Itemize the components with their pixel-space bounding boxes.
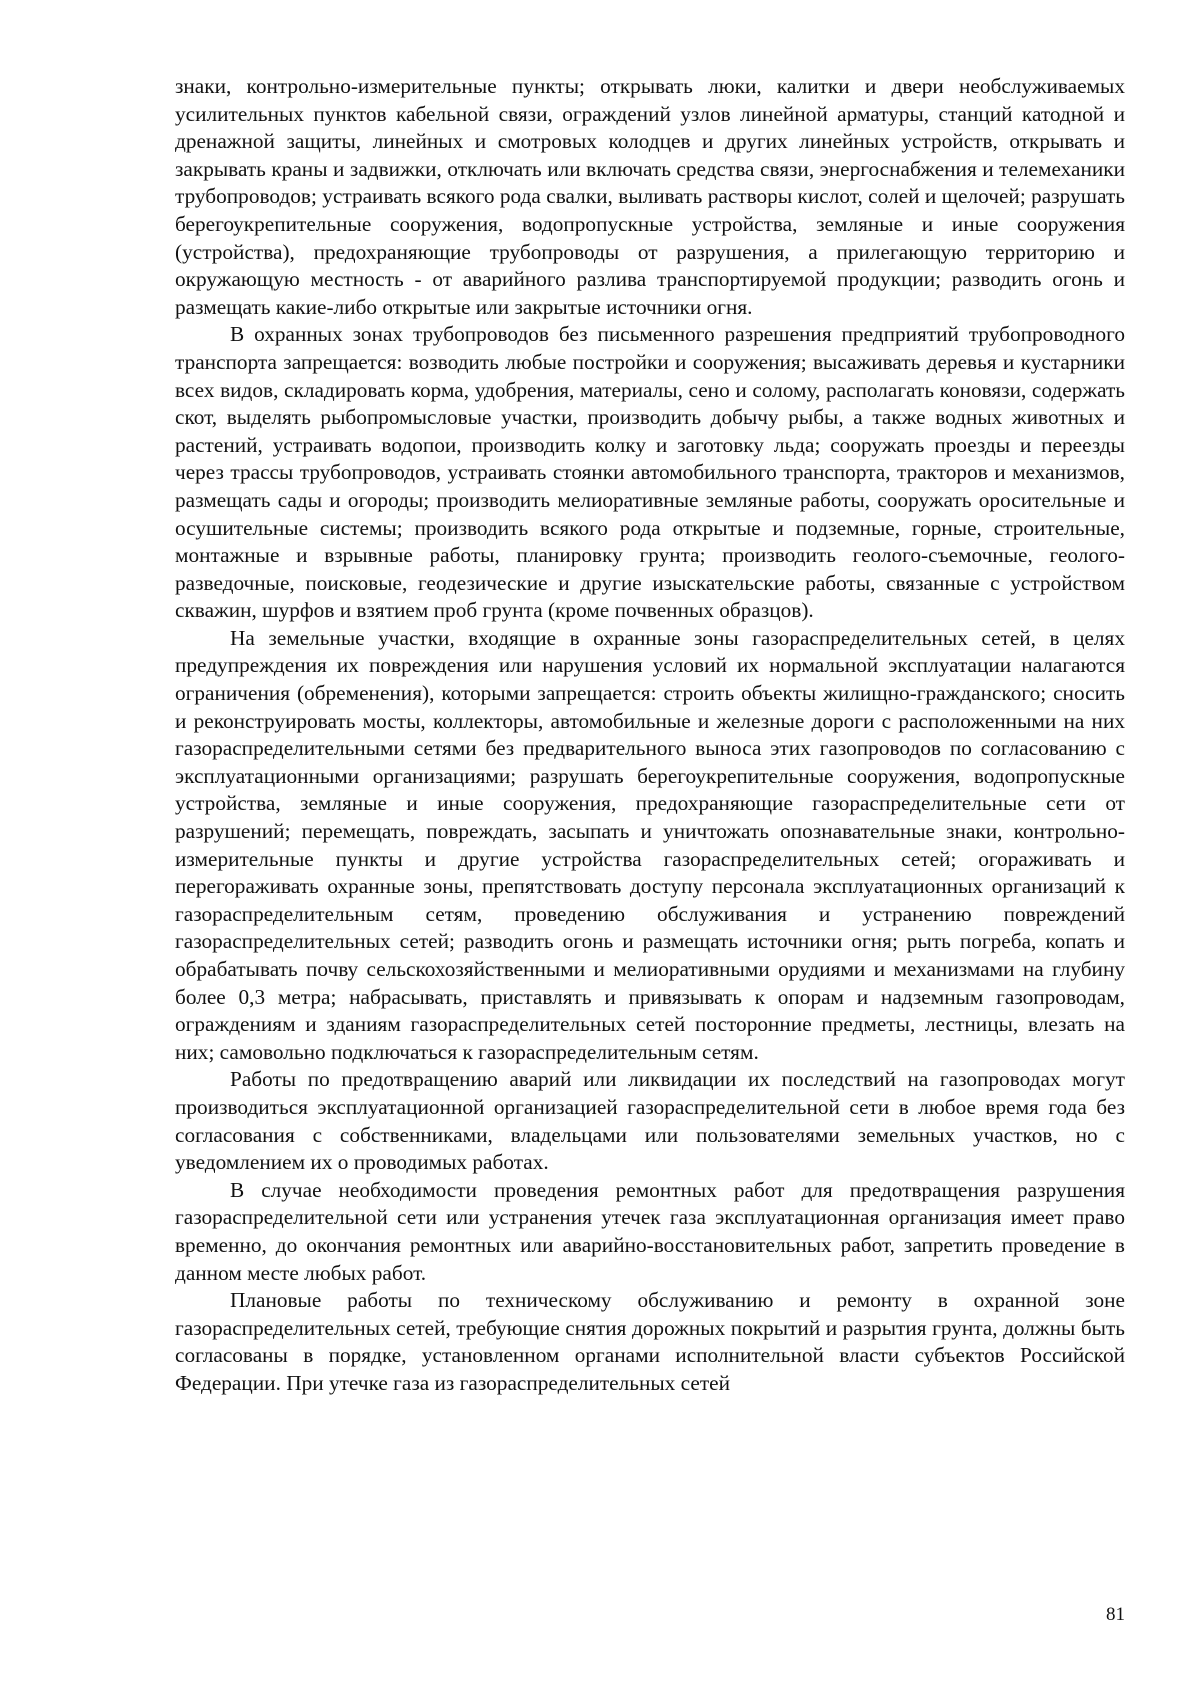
paragraph-6: Плановые работы по техническому обслуживанию и ремонту в охранной зоне газораспределительных сетей, требующие снятия дорожных покрытий и разрытия грунта, должны быть согласованы в порядке, установленном органами исполнительной власти субъектов Российской Федерации. При утечке газа из газораспределительных сетей [175, 1288, 1125, 1395]
document-body [175, 73, 1125, 1398]
page-number: 81 [1106, 1604, 1125, 1625]
paragraph-1: знаки, контрольно-измерительные пункты; открывать люки, калитки и двери необслуживаемых усилительных пунктов кабельной связи, ограждений узлов линейной арматуры, станций катодной и дренажной защиты, линейных и смотровых колодцев и других линейных устройств, открывать и закрывать краны и задвижки, отключать или включать средства связи, энергоснабжения и телемеханики трубопроводов; устраивать всякого рода свалки, выливать растворы кислот, солей и щелочей; разрушать берегоукрепительные сооружения, водопропускные устройства, земляные и иные сооружения (устройства), предохраняющие трубопроводы от разрушения, а прилегающую территорию и окружающую местность - от аварийного разлива транспортируемой продукции; разводить огонь и размещать какие-либо открытые или закрытые источники огня. [175, 74, 1125, 319]
paragraph-2: В охранных зонах трубопроводов без письменного разрешения предприятий трубопроводного транспорта запрещается: возводить любые постройки и сооружения; высаживать деревья и кустарники всех видов, складировать корма, удобрения, материалы, сено и солому, располагать коновязи, содержать скот, выделять рыбопромысловые участки, производить добычу рыбы, а также водных животных и растений, устраивать водопои, производить колку и заготовку льда; сооружать проезды и переезды через трассы трубопроводов, устраивать стоянки автомобильного транспорта, тракторов и механизмов, размещать сады и огороды; производить мелиоративные земляные работы, сооружать оросительные и осушительные системы; производить всякого рода открытые и подземные, горные, строительные, монтажные и взрывные работы, планировку грунта; производить геолого-съемочные, геолого-разведочные, поисковые, геодезические и другие изыскательские работы, связанные с устройством скважин, шурфов и взятием проб грунта (кроме почвенных образцов). [175, 322, 1125, 623]
paragraph-3: На земельные участки, входящие в охранные зоны газораспределительных сетей, в целях предупреждения их повреждения или нарушения условий их нормальной эксплуатации налагаются ограничения (обременения), которыми запрещается: строить объекты жилищно-гражданского; сносить и реконструировать мосты, коллекторы, автомобильные и железные дороги с расположенными на них газораспределительными сетями без предварительного выноса этих газопроводов по согласованию с эксплуатационными организациями; разрушать берегоукрепительные сооружения, водопропускные устройства, земляные и иные сооружения, предохраняющие газораспределительные сети от разрушений; перемещать, повреждать, засыпать и уничтожать опознавательные знаки, контрольно-измерительные пункты и другие устройства газораспределительных сетей; огораживать и перегораживать охранные зоны, препятствовать доступу персонала эксплуатационных организаций к газораспределительным сетям, проведению обслуживания и устранению повреждений газораспределительных сетей; разводить огонь и размещать источники огня; рыть погреба, копать и обрабатывать почву сельскохозяйственными и мелиоративными орудиями и механизмами на глубину более 0,3 метра; набрасывать, приставлять и привязывать к опорам и надземным газопроводам, ограждениям и зданиям газораспределительных сетей посторонние предметы, лестницы, влезать на них; самовольно подключаться к газораспределительным сетям. [175, 625, 1125, 1064]
paragraph-5: В случае необходимости проведения ремонтных работ для предотвращения разрушения газораспределительной сети или устранения утечек газа эксплуатационная организация имеет право временно, до окончания ремонтных или аварийно-восстановительных работ, запретить проведение в данном месте любых работ. [175, 1177, 1125, 1285]
paragraph-4: Работы по предотвращению аварий или ликвидации их последствий на газопроводах могут производиться эксплуатационной организацией газораспределительной сети в любое время года без согласования с собственниками, владельцами или пользователями земельных участков, но с уведомлением их о проводимых работах. [175, 1067, 1125, 1175]
